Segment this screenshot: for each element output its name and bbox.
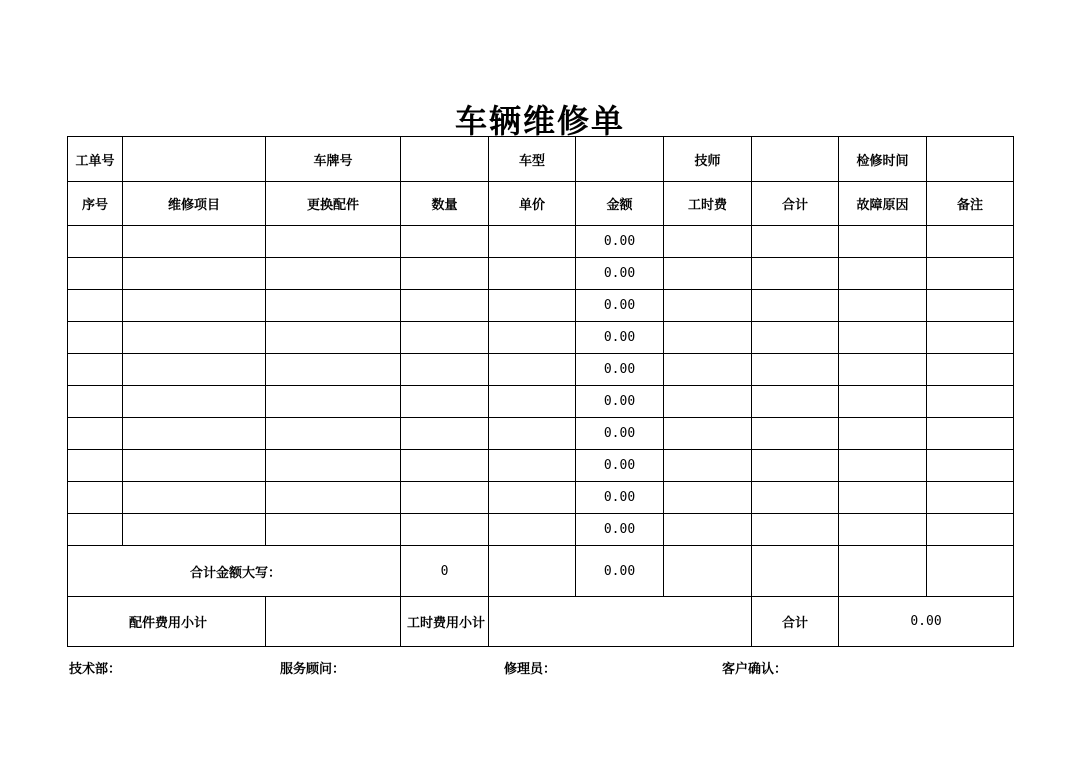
item-total-cell[interactable]: [752, 482, 839, 514]
item-index-cell[interactable]: [68, 290, 123, 322]
table-row: [68, 226, 1014, 258]
total-sum-cell: [752, 546, 839, 597]
item-unit-price-cell[interactable]: [489, 322, 576, 354]
table-row: [68, 258, 1014, 290]
item-repair-cell[interactable]: [123, 354, 266, 386]
item-amount-cell: 0.00: [576, 226, 664, 258]
item-quantity-cell[interactable]: [401, 386, 489, 418]
item-amount-cell: 0.00: [576, 290, 664, 322]
item-index-cell[interactable]: [68, 514, 123, 546]
total-quantity: 0: [401, 546, 489, 597]
item-unit-price-cell[interactable]: [489, 514, 576, 546]
item-unit-price-cell[interactable]: [489, 226, 576, 258]
item-labor-cell[interactable]: [664, 290, 752, 322]
item-total-cell[interactable]: [752, 450, 839, 482]
item-labor-cell[interactable]: [664, 322, 752, 354]
tech-dept-signature-label: 技术部：: [69, 662, 122, 677]
item-remarks-cell[interactable]: [927, 386, 1014, 418]
item-repair-cell[interactable]: [123, 450, 266, 482]
item-remarks-cell[interactable]: [927, 290, 1014, 322]
col-header-quantity: 数量: [401, 182, 489, 226]
item-unit-price-cell[interactable]: [489, 482, 576, 514]
item-total-cell[interactable]: [752, 386, 839, 418]
item-remarks-cell[interactable]: [927, 354, 1014, 386]
grand-total-value: 0.00: [839, 597, 1014, 647]
item-amount-cell: 0.00: [576, 514, 664, 546]
item-amount-cell: 0.00: [576, 386, 664, 418]
order-no-field[interactable]: [123, 137, 266, 182]
item-remarks-cell[interactable]: [927, 450, 1014, 482]
table-row: [68, 482, 1014, 514]
item-quantity-cell[interactable]: [401, 322, 489, 354]
repair-order-table: [67, 136, 1014, 647]
item-fault-cell[interactable]: [839, 290, 927, 322]
customer-confirm-label: 客户确认：: [722, 662, 788, 677]
item-fault-cell[interactable]: [839, 514, 927, 546]
grand-total-label: 合计: [752, 597, 839, 647]
item-amount-cell: 0.00: [576, 354, 664, 386]
item-labor-cell[interactable]: [664, 514, 752, 546]
item-index-cell[interactable]: [68, 226, 123, 258]
subtotal-row: [68, 597, 1014, 647]
item-parts-cell[interactable]: [266, 482, 401, 514]
item-amount-cell: 0.00: [576, 482, 664, 514]
item-unit-price-cell[interactable]: [489, 418, 576, 450]
item-amount-cell: 0.00: [576, 418, 664, 450]
total-amount-words-label: 合计金额大写：: [68, 546, 401, 597]
item-index-cell[interactable]: [68, 482, 123, 514]
service-time-field[interactable]: [927, 137, 1014, 182]
item-labor-cell[interactable]: [664, 258, 752, 290]
item-remarks-cell[interactable]: [927, 418, 1014, 450]
item-remarks-cell[interactable]: [927, 258, 1014, 290]
item-quantity-cell[interactable]: [401, 354, 489, 386]
col-header-labor-fee: 工时费: [664, 182, 752, 226]
item-index-cell[interactable]: [68, 418, 123, 450]
table-row: [68, 290, 1014, 322]
parts-subtotal-label: 配件费用小计: [68, 597, 266, 647]
item-parts-cell[interactable]: [266, 450, 401, 482]
plate-label: 车牌号: [266, 137, 401, 182]
model-label: 车型: [489, 137, 576, 182]
item-unit-price-cell[interactable]: [489, 290, 576, 322]
item-parts-cell[interactable]: [266, 258, 401, 290]
item-quantity-cell[interactable]: [401, 258, 489, 290]
model-field[interactable]: [576, 137, 664, 182]
item-repair-cell[interactable]: [123, 482, 266, 514]
item-index-cell[interactable]: [68, 258, 123, 290]
item-fault-cell[interactable]: [839, 418, 927, 450]
total-remarks-cell: [927, 546, 1014, 597]
table-row: [68, 354, 1014, 386]
item-unit-price-cell[interactable]: [489, 386, 576, 418]
technician-field[interactable]: [752, 137, 839, 182]
item-repair-cell[interactable]: [123, 322, 266, 354]
item-quantity-cell[interactable]: [401, 514, 489, 546]
total-amount-row: [68, 546, 1014, 597]
item-quantity-cell[interactable]: [401, 482, 489, 514]
repairman-signature-label: 修理员：: [504, 662, 557, 677]
item-labor-cell[interactable]: [664, 482, 752, 514]
item-index-cell[interactable]: [68, 386, 123, 418]
item-parts-cell[interactable]: [266, 418, 401, 450]
column-header-row: [68, 182, 1014, 226]
item-parts-cell[interactable]: [266, 354, 401, 386]
item-repair-cell[interactable]: [123, 418, 266, 450]
item-parts-cell[interactable]: [266, 290, 401, 322]
item-fault-cell[interactable]: [839, 354, 927, 386]
col-header-repair-item: 维修项目: [123, 182, 266, 226]
total-amount: 0.00: [576, 546, 664, 597]
item-amount-cell: 0.00: [576, 322, 664, 354]
item-remarks-cell[interactable]: [927, 226, 1014, 258]
col-header-index: 序号: [68, 182, 123, 226]
item-total-cell[interactable]: [752, 258, 839, 290]
item-unit-price-cell[interactable]: [489, 258, 576, 290]
item-labor-cell[interactable]: [664, 386, 752, 418]
item-quantity-cell[interactable]: [401, 290, 489, 322]
total-fault-cell: [839, 546, 927, 597]
item-repair-cell[interactable]: [123, 290, 266, 322]
item-fault-cell[interactable]: [839, 386, 927, 418]
document-title: 车辆维修单: [454, 102, 625, 140]
service-advisor-signature-label: 服务顾问：: [280, 662, 346, 677]
technician-label: 技师: [664, 137, 752, 182]
table-row: [68, 450, 1014, 482]
table-row: [68, 514, 1014, 546]
labor-subtotal-label: 工时费用小计: [401, 597, 489, 647]
col-header-parts: 更换配件: [266, 182, 401, 226]
item-fault-cell[interactable]: [839, 450, 927, 482]
item-total-cell[interactable]: [752, 322, 839, 354]
order-no-label: 工单号: [68, 137, 123, 182]
item-labor-cell[interactable]: [664, 354, 752, 386]
col-header-amount: 金额: [576, 182, 664, 226]
plate-field[interactable]: [401, 137, 489, 182]
col-header-remarks: 备注: [927, 182, 1014, 226]
item-repair-cell[interactable]: [123, 386, 266, 418]
item-index-cell[interactable]: [68, 354, 123, 386]
item-repair-cell[interactable]: [123, 258, 266, 290]
item-total-cell[interactable]: [752, 226, 839, 258]
total-unit-price-cell: [489, 546, 576, 597]
table-row: [68, 418, 1014, 450]
col-header-unit-price: 单价: [489, 182, 576, 226]
item-parts-cell[interactable]: [266, 322, 401, 354]
labor-subtotal-field[interactable]: [489, 597, 752, 647]
item-repair-cell[interactable]: [123, 514, 266, 546]
item-parts-cell[interactable]: [266, 226, 401, 258]
item-index-cell[interactable]: [68, 322, 123, 354]
item-total-cell[interactable]: [752, 418, 839, 450]
item-quantity-cell[interactable]: [401, 418, 489, 450]
total-labor-cell: [664, 546, 752, 597]
item-total-cell[interactable]: [752, 514, 839, 546]
item-parts-cell[interactable]: [266, 386, 401, 418]
service-time-label: 检修时间: [839, 137, 927, 182]
item-labor-cell[interactable]: [664, 450, 752, 482]
item-quantity-cell[interactable]: [401, 226, 489, 258]
item-total-cell[interactable]: [752, 290, 839, 322]
item-amount-cell: 0.00: [576, 450, 664, 482]
item-fault-cell[interactable]: [839, 322, 927, 354]
item-fault-cell[interactable]: [839, 482, 927, 514]
parts-subtotal-field[interactable]: [266, 597, 401, 647]
table-row: [68, 322, 1014, 354]
item-remarks-cell[interactable]: [927, 482, 1014, 514]
table-row: [68, 386, 1014, 418]
item-parts-cell[interactable]: [266, 514, 401, 546]
item-fault-cell[interactable]: [839, 258, 927, 290]
item-remarks-cell[interactable]: [927, 514, 1014, 546]
item-labor-cell[interactable]: [664, 226, 752, 258]
col-header-total: 合计: [752, 182, 839, 226]
item-total-cell[interactable]: [752, 354, 839, 386]
item-unit-price-cell[interactable]: [489, 354, 576, 386]
item-labor-cell[interactable]: [664, 418, 752, 450]
item-unit-price-cell[interactable]: [489, 450, 576, 482]
col-header-fault-reason: 故障原因: [839, 182, 927, 226]
item-fault-cell[interactable]: [839, 226, 927, 258]
item-quantity-cell[interactable]: [401, 450, 489, 482]
item-repair-cell[interactable]: [123, 226, 266, 258]
item-amount-cell: 0.00: [576, 258, 664, 290]
header-info-row: [68, 137, 1014, 182]
item-index-cell[interactable]: [68, 450, 123, 482]
item-remarks-cell[interactable]: [927, 322, 1014, 354]
